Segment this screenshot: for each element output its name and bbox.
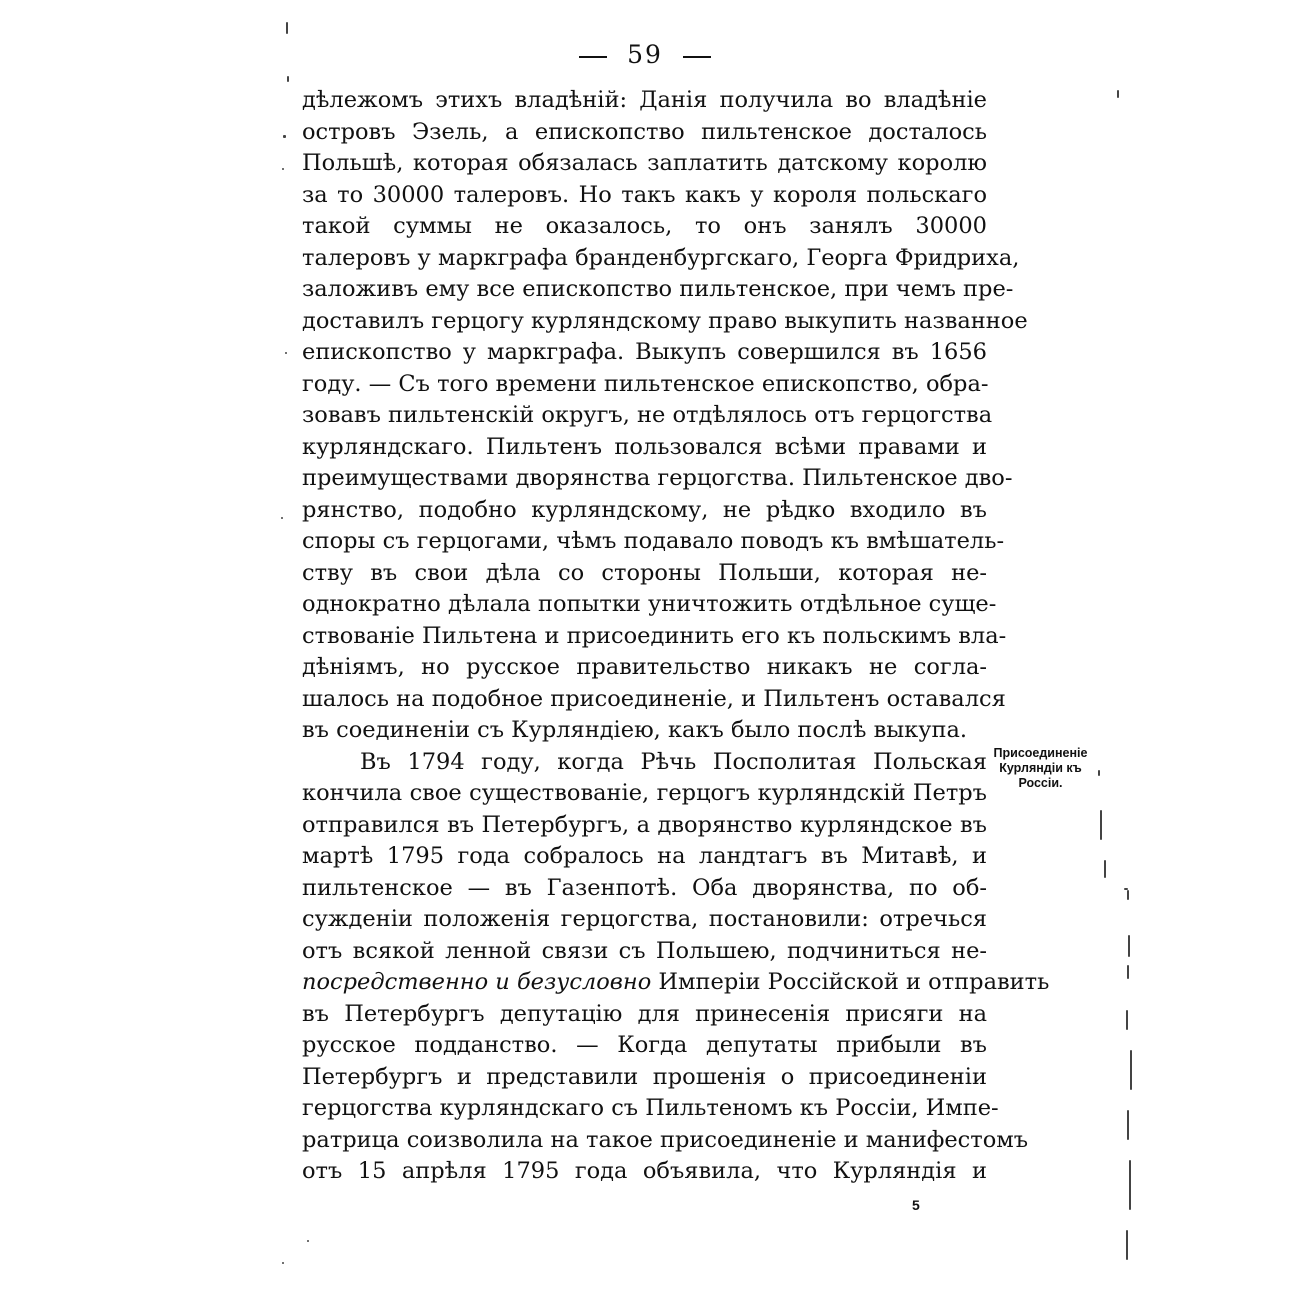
text-line: Петербургъ и представили прошенiя о присоединенiи bbox=[302, 1063, 987, 1090]
page-header bbox=[0, 40, 1290, 69]
text-line: кончила свое существованiе, герцогъ курляндскiй Петръ bbox=[302, 780, 987, 806]
text-line: за то 30000 талеровъ. Но такъ какъ у короля польскаго bbox=[302, 181, 987, 208]
page-number: 59 bbox=[627, 40, 663, 69]
header-dash-left bbox=[579, 56, 607, 58]
text-line: герцогства курляндскаго съ Пильтеномъ къ Россiи, Импе- bbox=[302, 1095, 999, 1121]
text-line: талеровъ у маркграфа бранденбургскаго, Георга Фридриха, bbox=[302, 244, 1020, 271]
text-line: курляндскаго. Пильтенъ пользовался всѣми правами и bbox=[302, 433, 987, 460]
text-span: Имперiи Россiйской и отправить bbox=[651, 969, 1050, 995]
text-line: отъ 15 апрѣля 1795 года объявила, что Курляндiя и bbox=[302, 1158, 987, 1184]
text-line: въ Петербургъ депутацiю для принесенiя присяги на bbox=[302, 1000, 987, 1027]
text-line: отъ всякой ленной связи съ Польшею, подчиниться не- bbox=[302, 937, 987, 964]
text-line: отправился въ Петербургъ, а дворянство курляндское въ bbox=[302, 811, 987, 838]
text-line: русское подданство. — Когда депутаты прибыли въ bbox=[302, 1032, 987, 1058]
text-line: шалось на подобное присоединенiе, и Пильтенъ оставался bbox=[302, 685, 1006, 712]
text-line: дѣлежомъ этихъ владѣнiй: Данiя получила во владѣнiе bbox=[302, 87, 987, 113]
text-line: Въ 1794 году, когда Рѣчь Посполитая Польская bbox=[360, 748, 987, 775]
text-line: ратрица соизволила на такое присоединенiе и манифестомъ bbox=[302, 1126, 1029, 1153]
text-line: Польшѣ, которая обязалась заплатить датскому королю bbox=[302, 150, 987, 176]
text-line: году. — Съ того времени пильтенское епископство, обра- bbox=[302, 370, 989, 397]
text-line: заложивъ ему все епископство пильтенское, при чемъ пре- bbox=[302, 276, 1014, 302]
margin-note-line: Россiи. bbox=[1018, 776, 1063, 790]
text-line: ствованiе Пильтена и присоединить его къ польскимъ вла- bbox=[302, 622, 1007, 649]
header-dash-right bbox=[683, 56, 711, 58]
text-line: споры съ герцогами, чѣмъ подавало поводъ къ вмѣшатель- bbox=[302, 528, 1005, 554]
text-line-italic bbox=[302, 967, 1050, 999]
text-line: такой суммы не оказалось, то онъ занялъ 30000 bbox=[302, 213, 987, 239]
text-line: рянство, подобно курляндскому, не рѣдко входило въ bbox=[302, 496, 987, 523]
text-line: въ соединенiи съ Курляндiею, какъ было послѣ выкупа. bbox=[302, 717, 968, 743]
text-line: преимуществами дворянства герцогства. Пильтенское дво- bbox=[302, 465, 1013, 491]
margin-note bbox=[983, 746, 1098, 791]
text-line: пильтенское — въ Газенпотѣ. Оба дворянства, по об- bbox=[302, 874, 987, 901]
italic-phrase: посредственно и безусловно bbox=[302, 969, 652, 995]
paragraph-1 bbox=[302, 85, 1028, 747]
signature-mark: 5 bbox=[912, 1197, 920, 1213]
text-line: зовавъ пильтенскiй округъ, не отдѣлялось отъ герцогства bbox=[302, 402, 993, 428]
margin-note-line: Присоединенiе bbox=[993, 746, 1088, 760]
text-line: епископство у маркграфа. Выкупъ совершился въ 1656 bbox=[302, 339, 987, 365]
text-line: однократно дѣлала попытки уничтожить отдѣльное суще- bbox=[302, 591, 997, 617]
text-line: островъ Эзель, а епископство пильтенское досталось bbox=[302, 118, 987, 145]
text-line: ству въ свои дѣла со стороны Польши, которая не- bbox=[302, 559, 987, 586]
text-line: мартѣ 1795 года собралось на ландтагъ въ Митавѣ, и bbox=[302, 843, 987, 869]
text-line: дѣнiямъ, но русское правительство никакъ не согла- bbox=[302, 654, 987, 680]
text-line: доставилъ герцогу курляндскому право выкупить названное bbox=[302, 307, 1028, 334]
text-line: сужденiи положенiя герцогства, постановили: отречься bbox=[302, 906, 987, 932]
margin-note-line: Курляндiи къ bbox=[999, 761, 1082, 775]
